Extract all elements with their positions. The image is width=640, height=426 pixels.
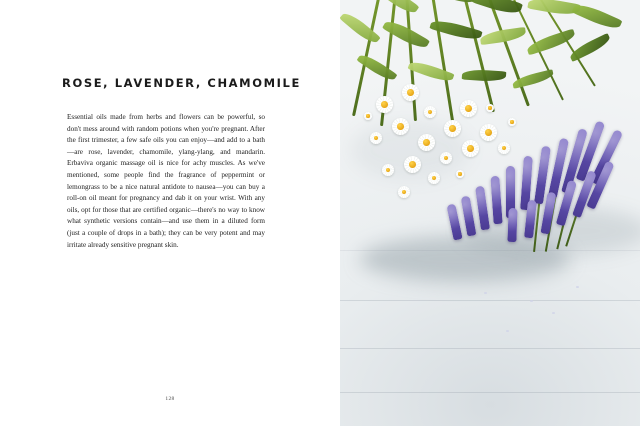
right-page (340, 0, 640, 426)
flower-photograph (340, 0, 640, 426)
page-title: ROSE, LAVENDER, CHAMOMILE (62, 76, 301, 90)
page-number: 128 (165, 396, 175, 402)
body-text: Essential oils made from herbs and flowers can be powerful, so don't mess around with random potions when you're pregnant. After the first trimester, a few safe oils you can enjoy—and add to a bath—are rose, lavender, chamomile, ylang-ylang, and mandarin. Erbaviva organic massage oil is nice for achy muscles. As we've mentioned, some people find the fragrance of peppermint or lemongrass to be a nice natural antidote to nausea—you can buy a roll-on oil meant for pregnancy and dab it on your wrist. With any oils, opt for those that are certified organic—there's no way to know what synthetic versions contain—and use them in a diluted form (just a couple of drops in a bath); they can be very potent and may irritate already sensitive pregnant skin. (67, 113, 265, 249)
